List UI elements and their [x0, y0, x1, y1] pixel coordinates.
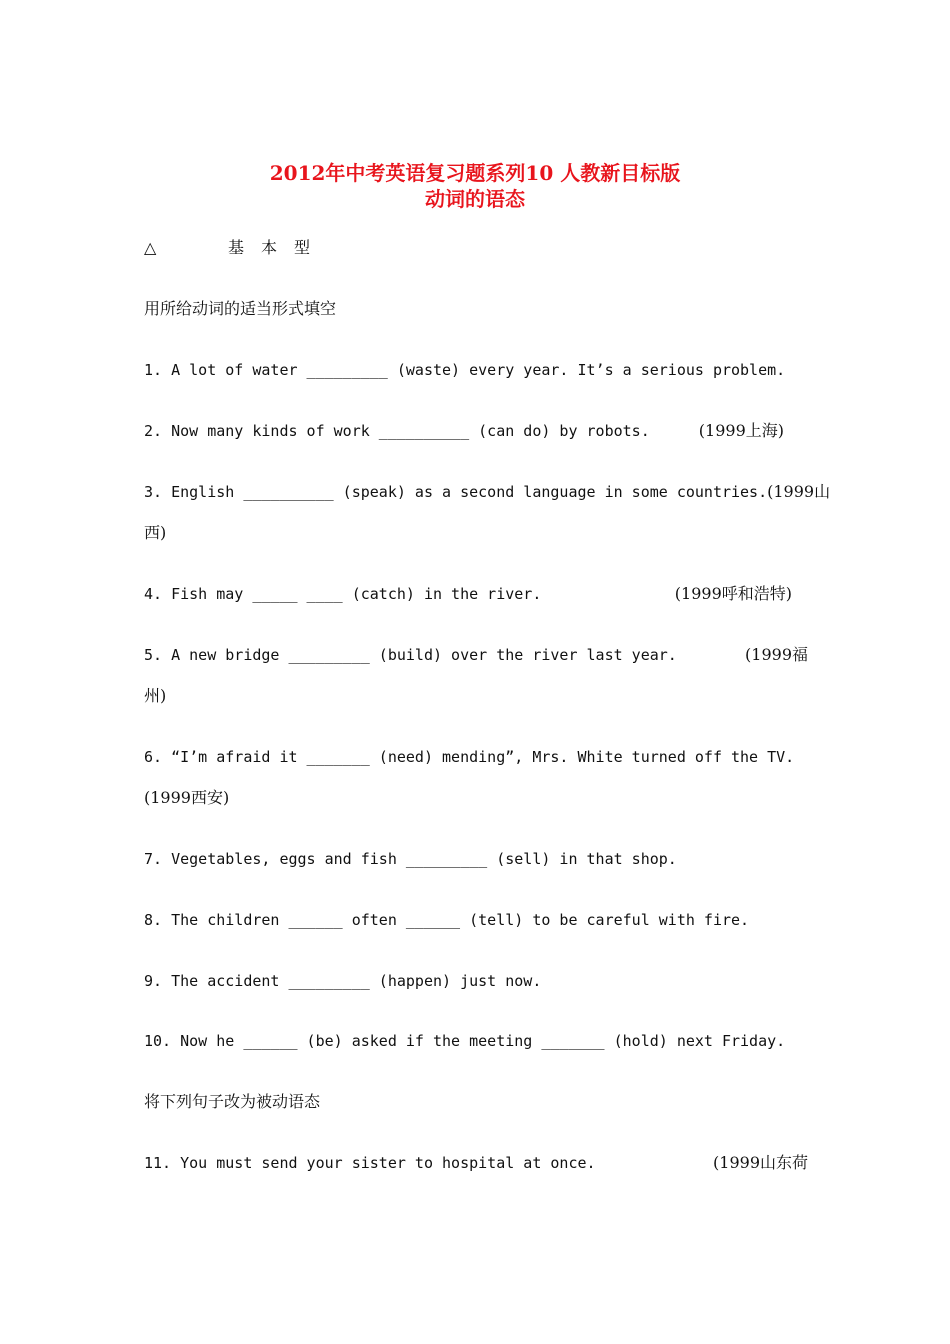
instruction-fill-blank: 用所给动词的适当形式填空 — [144, 299, 337, 318]
question-text: 6. “I’m afraid it _______ (need) mending”, Mrs. White turned off the TV. — [144, 748, 795, 766]
instruction-passive-voice: 将下列句子改为被动语态 — [144, 1092, 321, 1111]
question-5 — [144, 645, 808, 665]
question-2 — [144, 421, 808, 441]
question-4 — [144, 584, 808, 604]
question-11 — [144, 1153, 808, 1173]
question-text: 2. Now many kinds of work __________ (can do) by robots. — [144, 422, 650, 440]
triangle-icon: △ — [144, 238, 157, 257]
question-9 — [144, 971, 808, 991]
document-title: 2012年中考英语复习题系列10 人教新目标版 — [269, 161, 681, 185]
question-5-continuation: 州) — [144, 686, 167, 705]
question-text: 9. The accident _________ (happen) just now. — [144, 972, 542, 990]
question-3 — [144, 482, 831, 502]
question-text: 7. Vegetables, eggs and fish _________ (sell) in that shop. — [144, 850, 677, 868]
question-source: (1999山 — [767, 482, 831, 501]
question-text: 10. Now he ______ (be) asked if the meeting _______ (hold) next Friday. — [144, 1032, 786, 1050]
section-label: 基本型 — [228, 238, 328, 257]
question-6 — [144, 747, 808, 767]
question-3-continuation: 西) — [144, 523, 167, 542]
question-source: (1999山东荷 — [713, 1153, 808, 1172]
question-source: (1999上海) — [698, 421, 784, 440]
question-8 — [144, 910, 808, 930]
question-text: 5. A new bridge _________ (build) over the river last year. — [144, 646, 677, 664]
question-1 — [144, 360, 808, 380]
question-text: 8. The children ______ often ______ (tell) to be careful with fire. — [144, 911, 750, 929]
document-subtitle: 动词的语态 — [425, 187, 525, 211]
question-text: 3. English __________ (speak) as a second language in some countries. — [144, 483, 768, 501]
section-heading — [144, 238, 808, 258]
question-6-continuation: (1999西安) — [144, 788, 230, 807]
question-text: 4. Fish may _____ ____ (catch) in the river. — [144, 585, 542, 603]
question-text: 1. A lot of water _________ (waste) every year. It’s a serious problem. — [144, 361, 786, 379]
question-source: (1999福 — [745, 645, 808, 664]
question-10 — [144, 1031, 808, 1051]
question-source: (1999呼和浩特) — [674, 584, 792, 603]
question-text: 11. You must send your sister to hospital at once. — [144, 1154, 596, 1172]
question-7 — [144, 849, 808, 869]
